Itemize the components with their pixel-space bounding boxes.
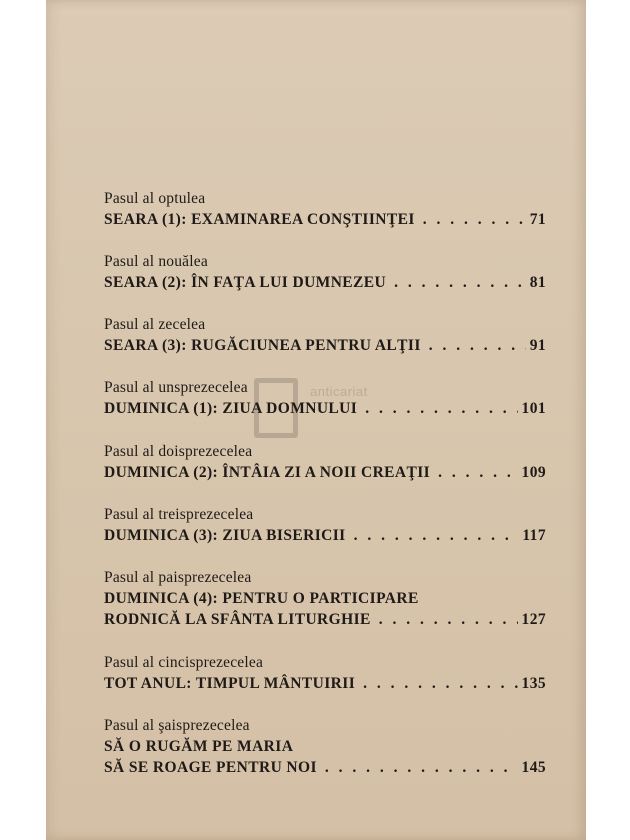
chapter-title: SEARA (3): RUGĂCIUNEA PENTRU ALŢII — [104, 337, 421, 354]
chapter-title: DUMINICA (1): ZIUA DOMNULUI — [104, 400, 358, 417]
leader-dots — [438, 464, 517, 482]
leader-dots — [354, 527, 519, 545]
leader-dots — [379, 611, 518, 629]
chapter-title: TOT ANUL: TIMPUL MÂNTUIRII — [104, 675, 356, 692]
step-label: Pasul al treisprezecelea — [104, 506, 254, 523]
toc-entry — [104, 253, 546, 292]
title-row — [104, 400, 546, 418]
title-row — [104, 211, 546, 229]
title-row — [104, 527, 546, 545]
step-label: Pasul al optulea — [104, 190, 206, 207]
toc-entry — [104, 717, 546, 777]
toc-entry — [104, 569, 546, 629]
leader-dots — [423, 211, 526, 229]
title-row — [104, 675, 546, 693]
title-row — [104, 337, 546, 355]
page-number: 127 — [521, 611, 546, 628]
leader-dots — [363, 675, 517, 693]
page-number: 91 — [529, 337, 546, 354]
title-row — [104, 464, 546, 482]
leader-dots — [394, 274, 526, 292]
step-label: Pasul al doisprezecelea — [104, 443, 253, 460]
chapter-title: SEARA (2): ÎN FAŢA LUI DUMNEZEU — [104, 274, 387, 291]
leader-dots — [365, 400, 517, 418]
step-label: Pasul al paisprezecelea — [104, 569, 252, 586]
toc-entry — [104, 316, 546, 355]
chapter-title: SEARA (1): EXAMINAREA CONŞTIINŢEI — [104, 211, 415, 228]
page-number: 81 — [529, 274, 546, 291]
toc-entry — [104, 443, 546, 482]
step-label: Pasul al nouălea — [104, 253, 208, 270]
title-row — [104, 759, 546, 777]
step-label: Pasul al cincisprezecelea — [104, 654, 264, 671]
table-of-contents — [46, 0, 586, 840]
page-number: 145 — [521, 759, 546, 776]
page-number: 101 — [521, 400, 546, 417]
page-number: 109 — [521, 464, 546, 481]
page-number: 71 — [529, 211, 546, 228]
chapter-title: RODNICĂ LA SFÂNTA LITURGHIE — [104, 611, 371, 628]
book-page — [46, 0, 586, 840]
toc-entry — [104, 379, 546, 418]
toc-entry — [104, 654, 546, 693]
chapter-title-line: SĂ O RUGĂM PE MARIA — [104, 738, 294, 755]
chapter-title-line: DUMINICA (4): PENTRU O PARTICIPARE — [104, 590, 419, 607]
step-label: Pasul al unsprezecelea — [104, 379, 248, 396]
step-label: Pasul al şaisprezecelea — [104, 717, 250, 734]
leader-dots — [325, 759, 518, 777]
page-number: 135 — [521, 675, 546, 692]
page-number: 117 — [522, 527, 546, 544]
toc-entry — [104, 190, 546, 229]
title-row — [104, 611, 546, 629]
chapter-title: SĂ SE ROAGE PENTRU NOI — [104, 759, 317, 776]
toc-entry — [104, 506, 546, 545]
step-label: Pasul al zecelea — [104, 316, 206, 333]
leader-dots — [429, 337, 526, 355]
watermark-text: anticariat — [310, 384, 368, 399]
title-row — [104, 274, 546, 292]
chapter-title: DUMINICA (3): ZIUA BISERICII — [104, 527, 346, 544]
chapter-title: DUMINICA (2): ÎNTÂIA ZI A NOII CREAŢII — [104, 464, 431, 481]
